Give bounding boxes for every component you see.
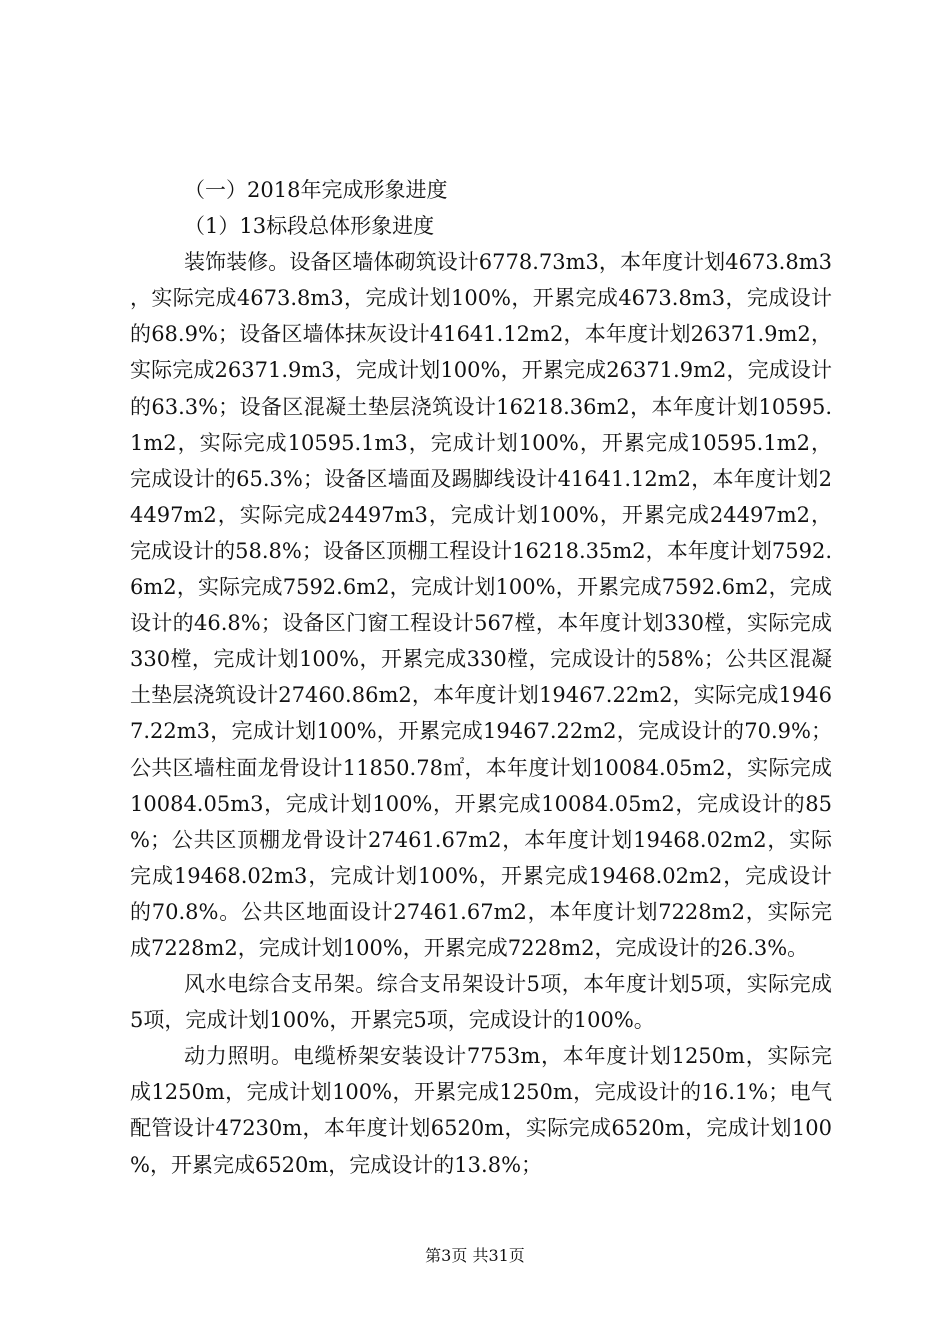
- paragraph-decoration: 装饰装修。设备区墙体砌筑设计6778.73m3，本年度计划4673.8m3，实际完成4673.8m3，完成计划100%，开累完成4673.8m3，完成设计的68.9%；设备区墙体抹灰设计41641.12m2，本年度计划26371.9m2，实际完成26371.9m3，完成计划100%，开累完成26371.9m2，完成设计的63.3%；设备区混凝土垫层浇筑设计16218.36m2，本年度计划10595.1m2，实际完成10595.1m3，完成计划100%，开累完成10595.1m2，完成设计的65.3%；设备区墙面及踢脚线设计41641.12m2，本年度计划24497m2，实际完成24497m3，完成计划100%，开累完成24497m2，完成设计的58.8%；设备区顶棚工程设计16218.35m2，本年度计划7592.6m2，实际完成7592.6m2，完成计划100%，开累完成7592.6m2，完成设计的46.8%；设备区门窗工程设计567樘，本年度计划330樘，实际完成330樘，完成计划100%，开累完成330樘，完成设计的58%；公共区混凝土垫层浇筑设计27460.86m2，本年度计划19467.22m2，实际完成19467.22m3，完成计划100%，开累完成19467.22m2，完成设计的70.9%；公共区墙柱面龙骨设计11850.78㎡，本年度计划10084.05m2，实际完成10084.05m3，完成计划100%，开累完成10084.05m2，完成设计的85%；公共区顶棚龙骨设计27461.67m2，本年度计划19468.02m2，实际完成19468.02m3，完成计划100%，开累完成19468.02m2，完成设计的70.8%。公共区地面设计27461.67m2，本年度计划7228m2，实际完成7228m2，完成计划100%，开累完成7228m2，完成设计的26.3%。: [130, 250, 832, 960]
- document-body: [130, 172, 832, 1183]
- section-heading: （一）2018年完成形象进度: [184, 178, 448, 202]
- paragraph-supports: 风水电综合支吊架。综合支吊架设计5项，本年度计划5项，实际完成5项，完成计划100%，开累完5项，完成设计的100%。: [130, 972, 832, 1033]
- paragraph-power-lighting: 动力照明。电缆桥架安装设计7753m，本年度计划1250m，实际完成1250m，完成计划100%，开累完成1250m，完成设计的16.1%；电气配管设计47230m，本年度计划6520m，实际完成6520m，完成计划100%，开累完成6520m，完成设计的13.8%；: [130, 1044, 832, 1177]
- page-footer: 第3页 共31页: [425, 1246, 525, 1265]
- subsection-heading: （1）13标段总体形象进度: [184, 214, 435, 239]
